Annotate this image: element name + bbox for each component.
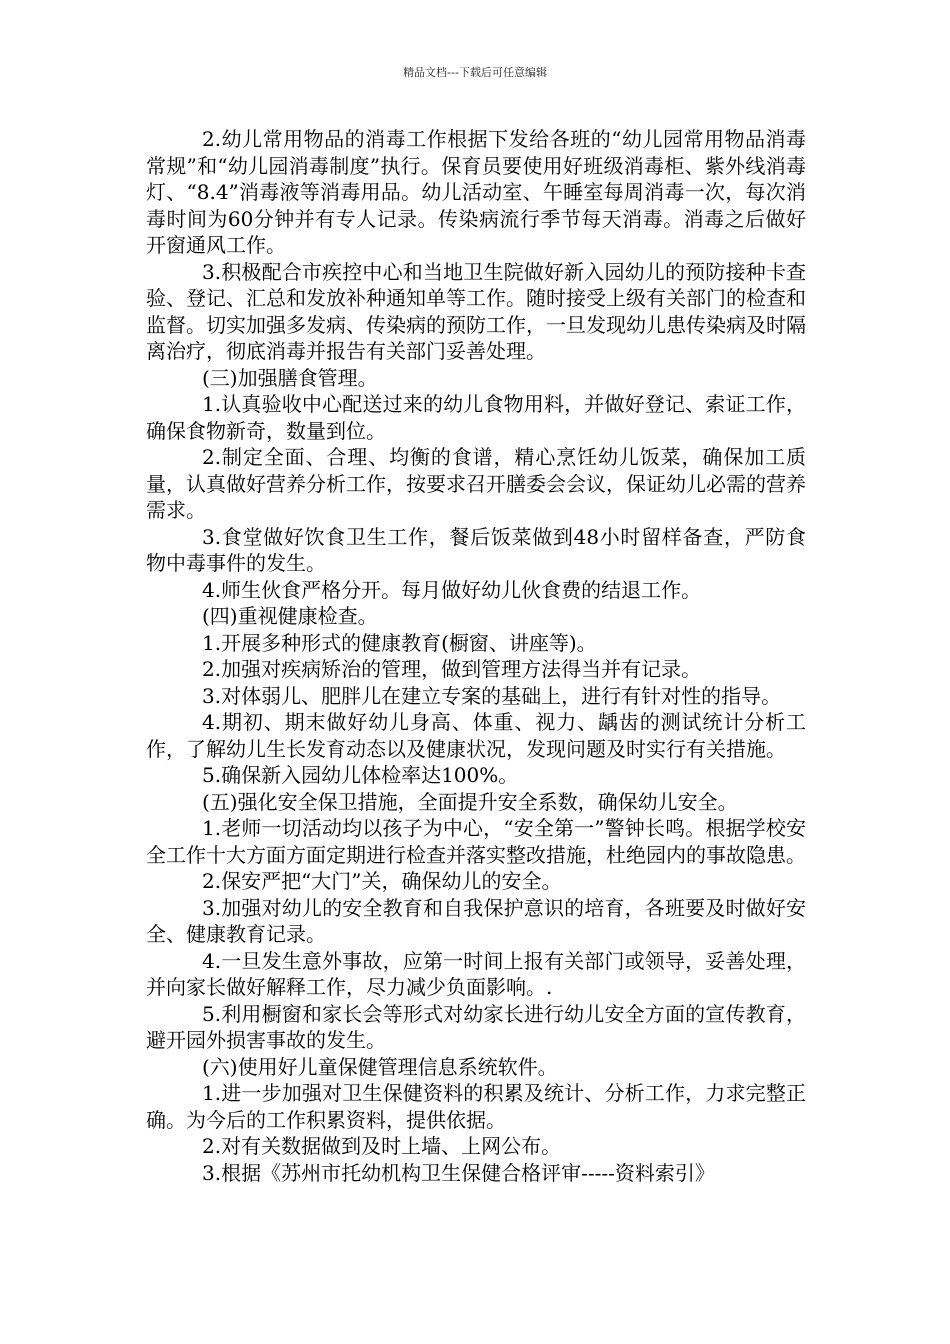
- paragraph: 3.食堂做好饮食卫生工作，餐后饭菜做到48小时留样备查，严防食物中毒事件的发生。: [146, 524, 806, 575]
- paragraph: 5.利用橱窗和家长会等形式对幼家长进行幼儿安全方面的宣传教育，避开园外损害事故的发生。: [146, 1001, 806, 1052]
- paragraph: 2.加强对疾病矫治的管理，做到管理方法得当并有记录。: [202, 657, 702, 681]
- paragraph: 3.积极配合市疾控中心和当地卫生院做好新入园幼儿的预防接种卡查验、登记、汇总和发放补种通知单等工作。随时接受上级有关部门的检查和监督。切实加强多发病、传染病的预防工作，一旦发现幼儿患传染病及时隔离治疗，彻底消毒并报告有关部门妥善处理。: [146, 259, 806, 363]
- paragraph: 1.进一步加强对卫生保健资料的积累及统计、分析工作，力求完整正确。为今后的工作积累资料，提供依据。: [146, 1081, 806, 1132]
- paragraph: 2.对有关数据做到及时上墙、上网公布。: [202, 1134, 562, 1158]
- paragraph: 5.确保新入园幼儿体检率达100%。: [202, 763, 519, 787]
- paragraph: 1.开展多种形式的健康教育(橱窗、讲座等)。: [202, 630, 597, 655]
- paragraph: 3.根据《苏州市托幼机构卫生保健合格评审-----资料索引》: [202, 1160, 715, 1185]
- paragraph: 4.一旦发生意外事故，应第一时间上报有关部门或领导，妥善处理，并向家长做好解释工作，尽力减少负面影响。.: [146, 948, 806, 999]
- paragraph: 1.老师一切活动均以孩子为中心，“安全第一”警钟长鸣。根据学校安全工作十大方面方面定期进行检查并落实整改措施，杜绝园内的事故隐患。: [146, 816, 806, 867]
- section-heading: (五)强化安全保卫措施，全面提升安全系数，确保幼儿安全。: [202, 789, 738, 814]
- section-heading: (三)加强膳食管理。: [202, 365, 378, 390]
- paragraph: 2.制定全面、合理、均衡的食谱，精心烹饪幼儿饭菜，确保加工质量，认真做好营养分析工作，按要求召开膳委会会议，保证幼儿必需的营养需求。: [146, 445, 806, 522]
- paragraph: 3.对体弱儿、肥胖儿在建立专案的基础上，进行有针对性的指导。: [202, 683, 782, 708]
- paragraph: 1.认真验收中心配送过来的幼儿食物用料，并做好登记、索证工作，确保食物新奇，数量到位。: [146, 392, 806, 443]
- paragraph: 2.幼儿常用物品的消毒工作根据下发给各班的“幼儿园常用物品消毒常规”和“幼儿园消毒制度”执行。保育员要使用好班级消毒柜、紫外线消毒灯、“8.4”消毒液等消毒用品。幼儿活动室、午睡室每周消毒一次，每次消毒时间为60分钟并有专人记录。传染病流行季节每天消毒。消毒之后做好开窗通风工作。: [146, 127, 806, 257]
- paragraph: 4.期初、期末做好幼儿身高、体重、视力、龋齿的测试统计分析工作，了解幼儿生长发育动态以及健康状况，发现问题及时实行有关措施。: [146, 710, 806, 761]
- page-header: 精品文档---下载后可任意编辑: [403, 66, 547, 79]
- document-body: [146, 126, 806, 1186]
- section-heading: (四)重视健康检查。: [202, 604, 378, 628]
- paragraph: 4.师生伙食严格分开。每月做好幼儿伙食费的结退工作。: [202, 577, 702, 602]
- paragraph: 2.保安严把“大门”关，确保幼儿的安全。: [202, 869, 562, 893]
- section-heading: (六)使用好儿童保健管理信息系统软件。: [202, 1054, 558, 1079]
- paragraph: 3.加强对幼儿的安全教育和自我保护意识的培育，各班要及时做好安全、健康教育记录。: [146, 895, 806, 946]
